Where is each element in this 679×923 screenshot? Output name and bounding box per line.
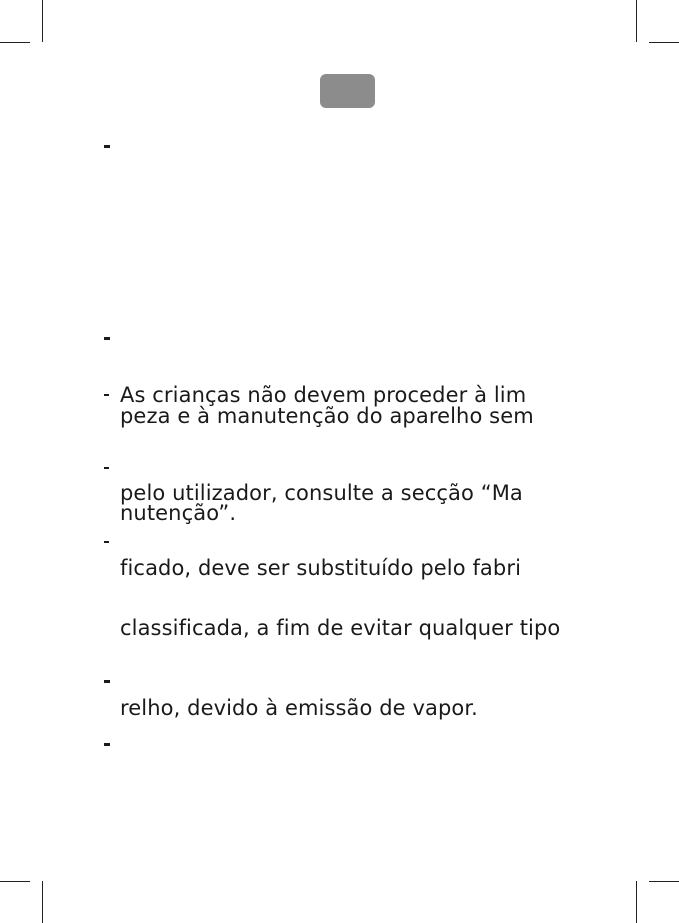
crop-mark-top-right-vertical — [636, 0, 637, 42]
bullet-dash-5 — [104, 541, 109, 543]
text-line: relho, devido à emissão de vapor. — [120, 696, 478, 720]
text-line: classificada, a fim de evitar qualquer tipo — [120, 616, 561, 640]
section-tab — [320, 74, 375, 108]
text-line: nutenção”. — [120, 501, 237, 525]
crop-mark-bottom-left-vertical — [42, 881, 43, 923]
bullet-dash-4 — [104, 467, 109, 469]
crop-mark-top-right-horizontal — [649, 42, 679, 43]
crop-mark-top-left-vertical — [42, 0, 43, 42]
crop-mark-bottom-right-horizontal — [649, 881, 679, 882]
bullet-dash-3 — [104, 394, 109, 396]
bullet-dash-6 — [104, 680, 110, 683]
text-line: As crianças não devem proceder à lim — [120, 383, 527, 407]
crop-mark-bottom-left-horizontal — [0, 881, 30, 882]
text-line: ficado, deve ser substituído pelo fabri — [120, 556, 522, 580]
bullet-dash-7 — [104, 743, 110, 746]
bullet-dash-2 — [104, 337, 110, 340]
crop-mark-top-left-horizontal — [0, 42, 30, 43]
bullet-dash-1 — [104, 145, 110, 148]
crop-mark-bottom-right-vertical — [636, 881, 637, 923]
text-line: pelo utilizador, consulte a secção “Ma — [120, 481, 523, 505]
text-line: peza e à manutenção do aparelho sem — [120, 404, 534, 428]
